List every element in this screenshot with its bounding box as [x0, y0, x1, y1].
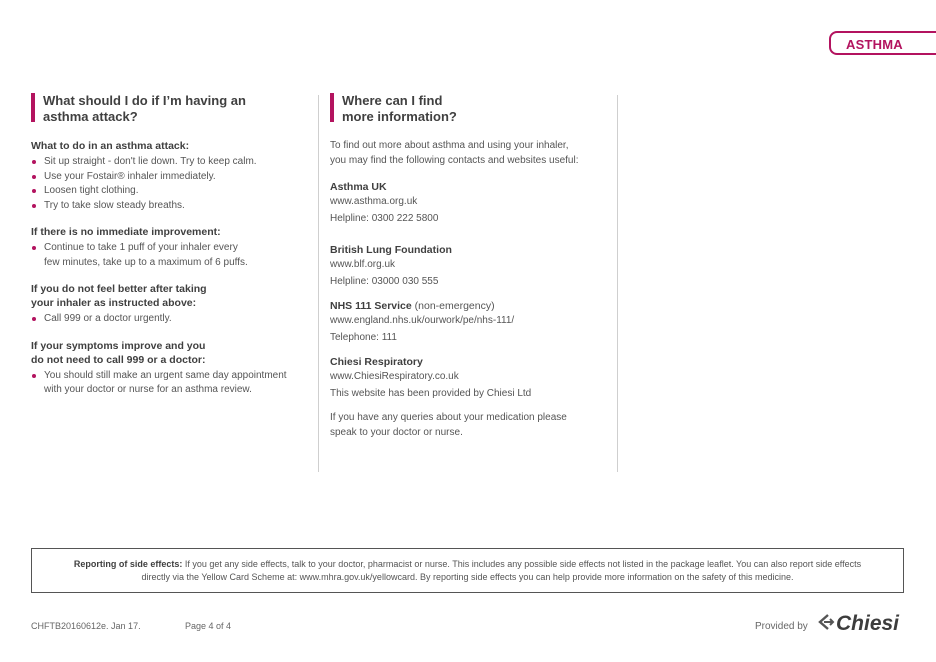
list-item: Loosen tight clothing.: [31, 184, 311, 199]
contact-name: NHS 111 Service: [330, 300, 412, 312]
closing-note: If you have any queries about your medication please speak to your doctor or nurse.: [330, 412, 567, 438]
info-heading-text: Where can I find more information?: [342, 93, 457, 124]
chiesi-logo-text: Chiesi: [836, 612, 900, 635]
page-number: Page 4 of 4: [185, 621, 232, 631]
bullet-list: [31, 312, 311, 327]
list-item: Continue to take 1 puff of your inhaler every few minutes, take up to a maximum of 6 puffs.: [31, 241, 311, 270]
contact-detail: Telephone: 111: [330, 331, 397, 343]
provided-by-label: Provided by: [755, 621, 808, 632]
list-item: Try to take slow steady breaths.: [31, 199, 311, 214]
contact-name: Chiesi Respiratory: [330, 356, 423, 368]
side-effects-text: If you get any side effects, talk to your doctor, pharmacist or nurse. This includes any possible side effects not listed in the package leaflet. You can also report side effects directly via the Yellow Card Scheme at: www.mhra.gov.uk/yellowcard. By reporting side effects you can help provide more information on the safety of this medicine.: [141, 559, 862, 582]
contact-website: www.asthma.org.uk: [330, 196, 418, 207]
tab-label: ASTHMA: [846, 37, 903, 52]
document-code: CHFTB20160612e. Jan 17.: [31, 621, 141, 631]
contact-website: www.england.nhs.uk/ourwork/pe/nhs-111/: [330, 315, 515, 326]
asthma-tab: [829, 31, 936, 55]
chiesi-logo: [816, 609, 908, 635]
contact-detail: Helpline: 0300 222 5800: [330, 212, 439, 224]
asthma-attack-column: [31, 93, 311, 410]
heading-accent-bar: [330, 93, 334, 122]
list-item: Call 999 or a doctor urgently.: [31, 312, 311, 327]
bullet-list: [31, 369, 311, 398]
bullet-list: [31, 155, 311, 213]
list-item: You should still make an urgent same day appointment with your doctor or nurse for an asthma review.: [31, 369, 311, 398]
contact-name: Asthma UK: [330, 181, 387, 193]
contact-detail: This website has been provided by Chiesi Ltd: [330, 387, 532, 399]
section-title: What to do in an asthma attack:: [31, 140, 190, 152]
side-effects-box: [31, 548, 904, 593]
list-item: Use your Fostair® inhaler immediately.: [31, 170, 311, 185]
contact-note: (non-emergency): [414, 300, 495, 312]
contact-item: [330, 243, 605, 290]
contact-website: www.blf.org.uk: [330, 259, 396, 270]
contact-item: [330, 299, 605, 346]
contact-website: www.ChiesiRespiratory.co.uk: [330, 371, 459, 382]
attack-heading: [31, 93, 311, 125]
section-title: If you do not feel better after taking your inhaler as instructed above:: [31, 283, 207, 309]
contact-item: [330, 180, 605, 227]
heading-accent-bar: [31, 93, 35, 122]
column-divider-right: [617, 95, 618, 472]
list-item: Sit up straight - don't lie down. Try to keep calm.: [31, 155, 311, 170]
contact-list: [330, 180, 605, 402]
contact-item: [330, 355, 605, 402]
bullet-list: [31, 241, 311, 270]
side-effects-label: Reporting of side effects:: [73, 559, 183, 569]
info-heading: [330, 93, 605, 125]
section-title: If there is no immediate improvement:: [31, 226, 221, 238]
contact-detail: Helpline: 03000 030 555: [330, 275, 439, 287]
attack-sections: [31, 139, 311, 398]
information-column: [330, 93, 605, 440]
column-divider-left: [318, 95, 319, 472]
attack-heading-text: What should I do if I’m having an asthma attack?: [43, 93, 246, 124]
section-title: If your symptoms improve and you do not need to call 999 or a doctor:: [31, 339, 206, 366]
contact-name: British Lung Foundation: [330, 244, 452, 256]
info-intro: To find out more about asthma and using your inhaler, you may find the following contacts and websites useful:: [330, 140, 579, 166]
chiesi-logo-arrow: [824, 619, 833, 625]
